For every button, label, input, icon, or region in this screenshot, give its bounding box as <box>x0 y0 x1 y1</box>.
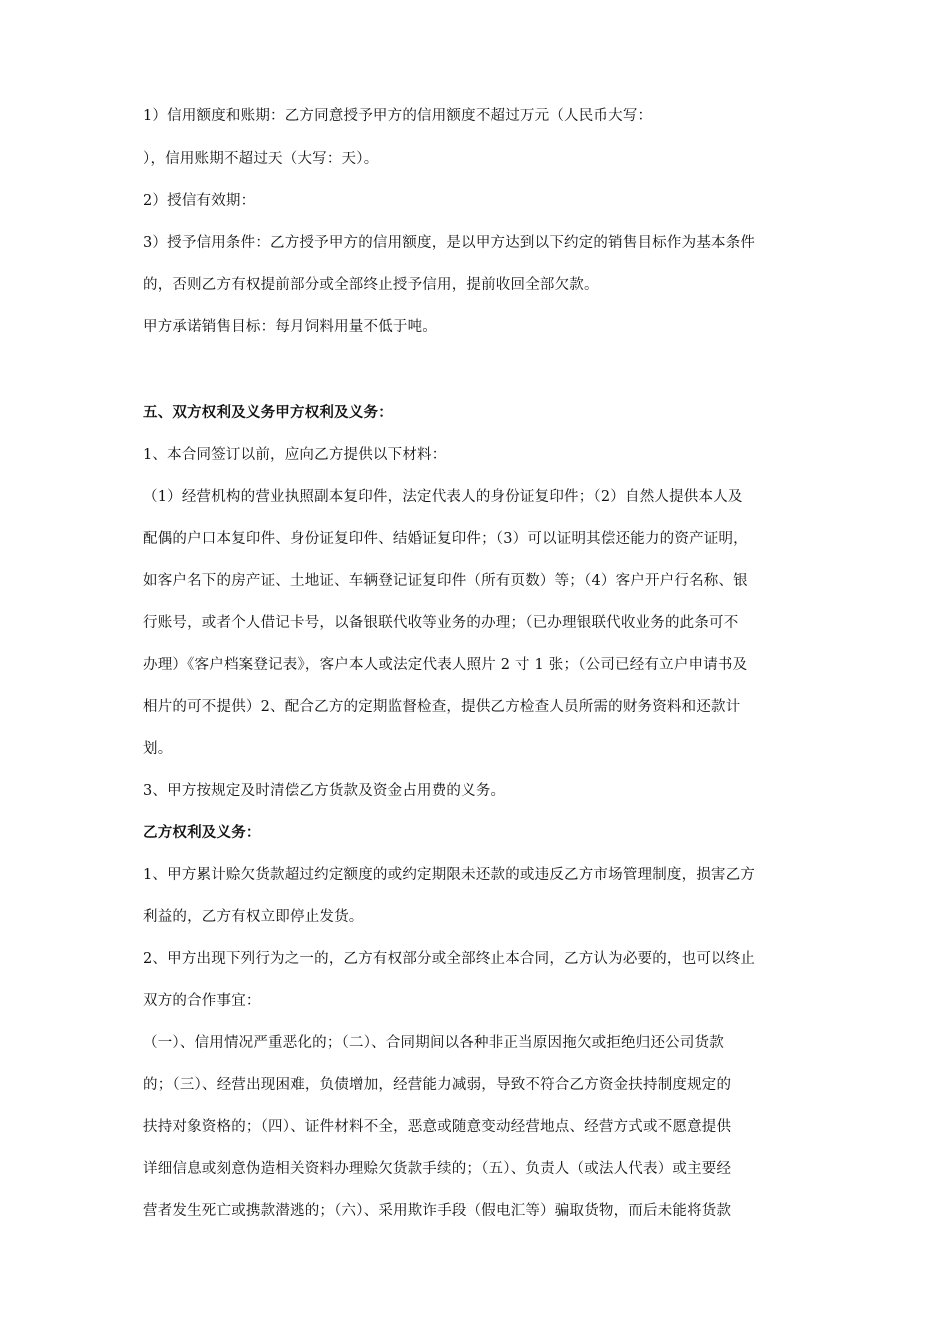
termination-paragraph-line-2: 的；（三）、经营出现困难，负债增加，经营能力减弱，导致不符合乙方资金扶持制度规定的 <box>143 1077 732 1093</box>
credit-limit-line: 1）信用额度和账期：乙方同意授予甲方的信用额度不超过万元（人民币大写： <box>143 108 653 124</box>
materials-paragraph-line-3: 如客户名下的房产证、土地证、车辆登记证复印件（所有页数）等；（4）客户开户行名称、银 <box>143 573 748 589</box>
materials-paragraph-line-7: 划。 <box>143 741 173 757</box>
party-b-item-1-line-1: 1、甲方累计赊欠货款超过约定额度的或约定期限未还款的或违反乙方市场管理制度，损害乙方 <box>143 867 756 883</box>
party-a-item-3: 3、甲方按规定及时清偿乙方货款及资金占用费的义务。 <box>143 783 506 799</box>
termination-paragraph-line-1: （一）、信用情况严重恶化的；（二）、合同期间以各种非正当原因拖欠或拒绝归还公司货款 <box>143 1035 724 1051</box>
section-heading-rights: 五、双方权利及义务甲方权利及义务： <box>143 404 393 421</box>
termination-paragraph-line-5: 营者发生死亡或携款潜逃的；（六）、采用欺诈手段（假电汇等）骗取货物，而后未能将货款 <box>143 1203 732 1219</box>
termination-paragraph-line-4: 详细信息或刻意伪造相关资料办理赊欠货款手续的；（五）、负责人（或法人代表）或主要经 <box>143 1161 732 1177</box>
materials-paragraph-line-1: （1）经营机构的营业执照副本复印件，法定代表人的身份证复印件；（2）自然人提供本人及 <box>143 489 743 505</box>
party-b-item-2-line-1: 2、甲方出现下列行为之一的，乙方有权部分或全部终止本合同，乙方认为必要的，也可以终止 <box>143 951 756 967</box>
materials-paragraph-line-2: 配偶的户口本复印件、身份证复印件、结婚证复印件；（3）可以证明其偿还能力的资产证明， <box>143 531 748 547</box>
credit-condition-line: 3）授予信用条件：乙方授予甲方的信用额度，是以甲方达到以下约定的销售目标作为基本条件 <box>143 235 756 251</box>
sales-target-line: 甲方承诺销售目标：每月饲料用量不低于吨。 <box>143 319 437 335</box>
credit-validity-line: 2）授信有效期： <box>143 193 256 209</box>
credit-term-line: ），信用账期不超过天（大写：天）。 <box>143 151 379 167</box>
materials-paragraph-line-6: 相片的可不提供）2、配合乙方的定期监督检查，提供乙方检查人员所需的财务资料和还款计 <box>143 699 741 715</box>
credit-condition-line-2: 的，否则乙方有权提前部分或全部终止授予信用，提前收回全部欠款。 <box>143 277 599 293</box>
party-b-heading: 乙方权利及义务： <box>143 824 261 841</box>
termination-paragraph-line-3: 扶持对象资格的；（四）、证件材料不全，恶意或随意变动经营地点、经营方式或不愿意提供 <box>143 1119 732 1135</box>
materials-paragraph-line-4: 行账号，或者个人借记卡号，以备银联代收等业务的办理；（已办理银联代收业务的此条可不 <box>143 615 739 631</box>
materials-paragraph-line-5: 办理）《客户档案登记表》，客户本人或法定代表人照片 2 寸 1 张；（公司已经有立户申请书及 <box>143 657 748 673</box>
party-b-item-2-line-2: 双方的合作事宜： <box>143 993 261 1009</box>
party-a-item-1: 1、本合同签订以前，应向乙方提供以下材料： <box>143 447 447 463</box>
party-b-item-1-line-2: 利益的，乙方有权立即停止发货。 <box>143 909 364 925</box>
